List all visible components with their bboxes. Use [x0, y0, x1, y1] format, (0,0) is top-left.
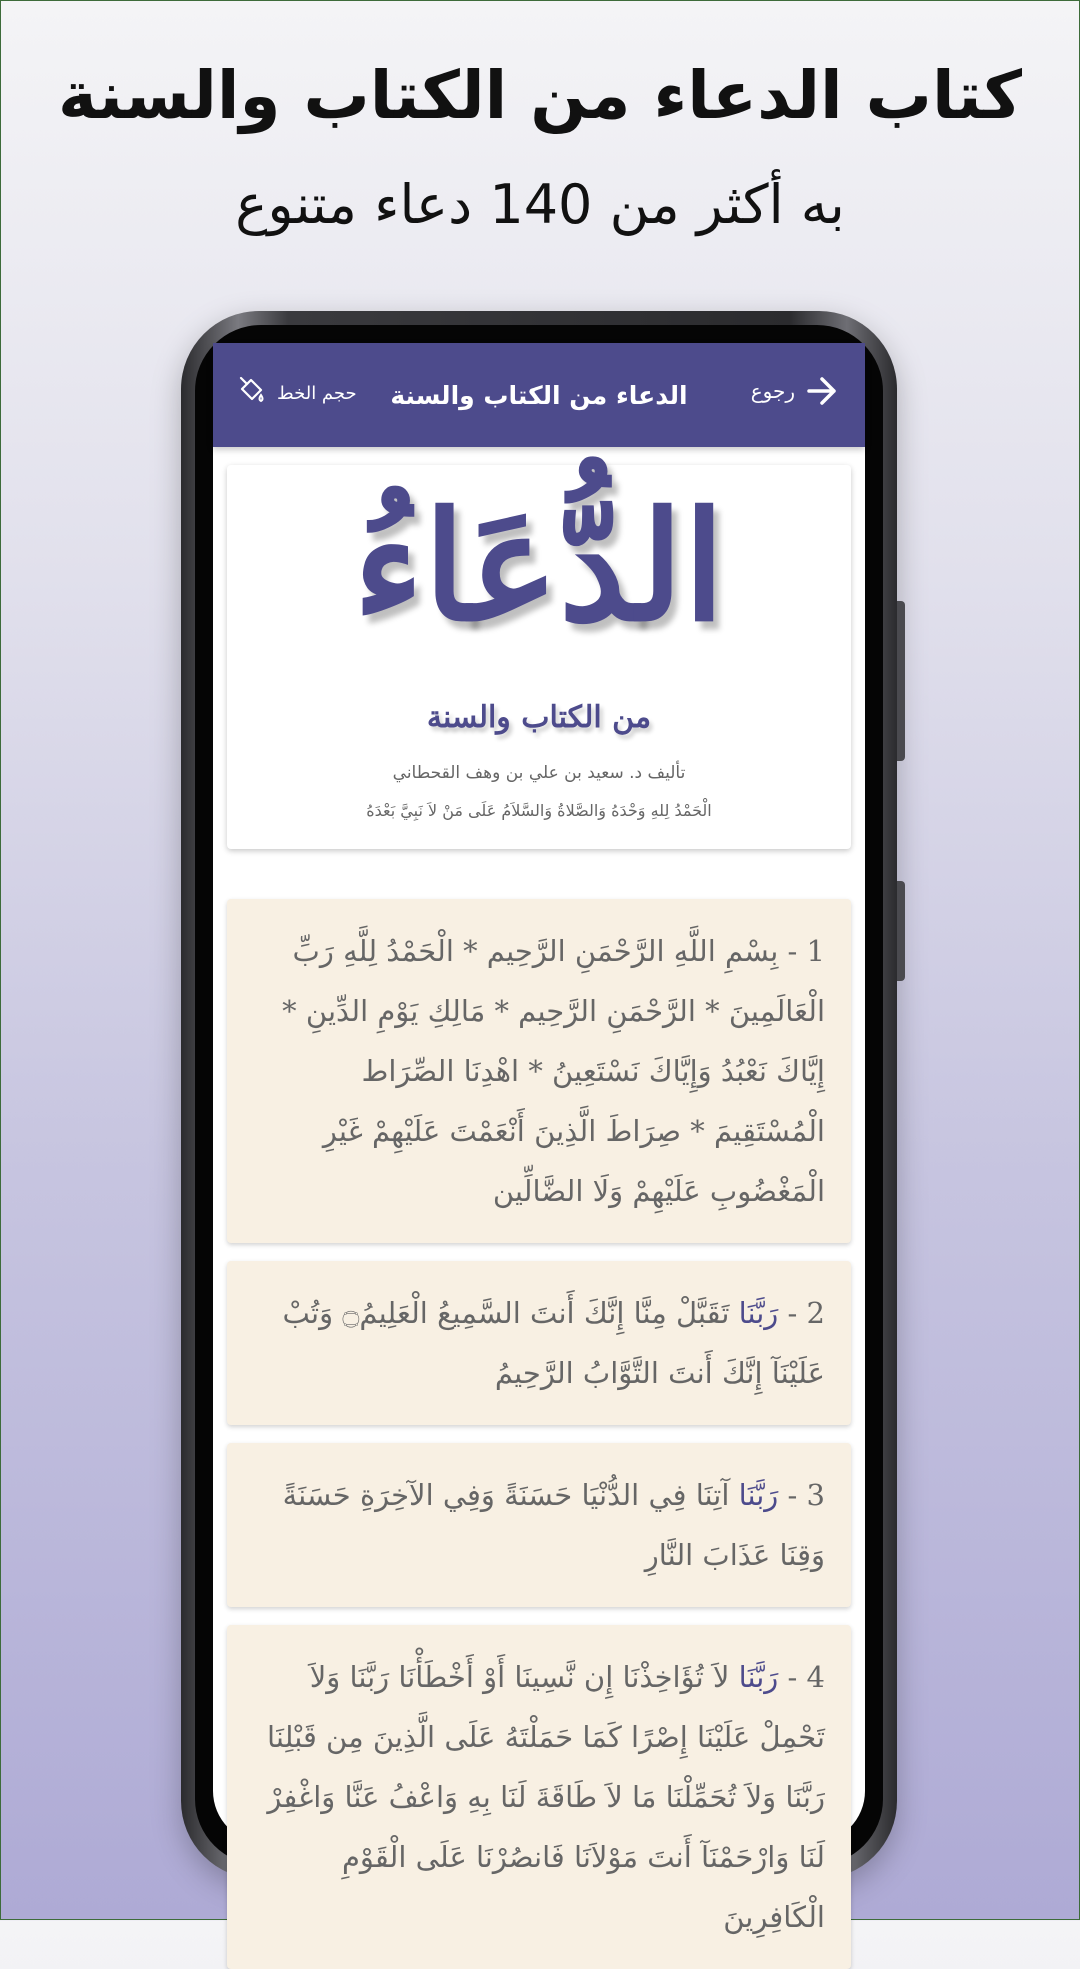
book-cover-card	[227, 465, 851, 849]
content-scroll[interactable]	[213, 447, 865, 1934]
paint-bucket-icon	[237, 377, 265, 410]
dua-card-1[interactable]	[227, 899, 851, 1243]
app-bar	[213, 343, 865, 447]
app-screen	[213, 343, 865, 1934]
volume-button	[897, 601, 905, 761]
dua-text: لاَ تُؤَاخِذْنَا إِن نَّسِينَا أَوْ أَخْطَأْنَا رَبَّنَا وَلاَ تَحْمِلْ عَلَيْنَا إِصْرًا كَمَا حَمَلْتَهُ عَلَى الَّذِينَ مِن قَبْلِنَا رَبَّنَا وَلاَ تُحَمِّلْنَا مَا لاَ طَاقَةَ لَنَا بِهِ وَاعْفُ عَنَّا وَاغْفِرْ لَنَا وَارْحَمْنَآ أَنتَ مَوْلاَنَا فَانصُرْنَا عَلَى الْقَوْمِ الْكَافِرِينَ	[267, 1660, 825, 1934]
book-logo: الدُّعَاءُ	[353, 479, 725, 655]
dua-accent: رَبَّنَا	[738, 1660, 779, 1694]
font-size-button[interactable]	[237, 377, 357, 410]
dua-accent: رَبَّنَا	[738, 1296, 779, 1330]
dua-text: بِسْمِ اللَّهِ الرَّحْمَنِ الرَّحِيم * الْحَمْدُ لِلَّهِ رَبِّ الْعَالَمِينَ * الرَّحْمَنِ الرَّحِيم * مَالِكِ يَوْمِ الدِّينِ * إِيَّاكَ نَعْبُدُ وَإِيَّاكَ نَسْتَعِينُ * اهْدِنَا الصِّرَاط الْمُسْتَقِيمَ * صِرَاطَ الَّذِينَ أَنْعَمْتَ عَلَيْهِمْ غَيْرِ الْمَغْضُوبِ عَلَيْهِمْ وَلَا الضَّالِّين	[282, 934, 825, 1208]
dua-number: 3 -	[778, 1478, 825, 1512]
phone-frame	[181, 311, 897, 1934]
book-intro: الْحَمْدُ لِلهِ وَحْدَهُ وَالصَّلاةُ وَالسَّلاَمُ عَلَى مَنْ لاَ نَبِيَّ بَعْدَهُ	[366, 801, 712, 820]
dua-number: 4 -	[778, 1660, 825, 1694]
dua-text: آتِنَا فِي الدُّنْيَا حَسَنَةً وَفِي الآخِرَةِ حَسَنَةً وَقِنَا عَذَابَ النَّارِ	[282, 1478, 825, 1572]
back-label: رجوع	[750, 379, 795, 403]
font-size-label: حجم الخط	[277, 383, 357, 404]
power-button	[897, 881, 905, 981]
dua-number: 1 -	[778, 934, 825, 968]
dua-accent: رَبَّنَا	[738, 1478, 779, 1512]
dua-card-4[interactable]	[227, 1625, 851, 1969]
book-author: تأليف د. سعيد بن علي بن وهف القحطاني	[392, 763, 686, 783]
dua-card-3[interactable]	[227, 1443, 851, 1607]
app-title: الدعاء من الكتاب والسنة	[390, 381, 688, 410]
promo-subtitle: به أكثر من 140 دعاء متنوع	[235, 173, 845, 236]
book-subtitle: من الكتاب والسنة	[426, 700, 652, 735]
dua-number: 2 -	[778, 1296, 825, 1330]
dua-text: تَقَبَّلْ مِنَّا إِنَّكَ أَنتَ السَّمِيعُ الْعَلِيمُ۝ وَتُبْ عَلَيْنَآ إِنَّكَ أَنتَ التَّوَّابُ الرَّحِيمُ	[282, 1296, 825, 1390]
dua-card-2[interactable]	[227, 1261, 851, 1425]
phone-bezel	[195, 325, 883, 1934]
promo-title: كتاب الدعاء من الكتاب والسنة	[57, 57, 1023, 134]
